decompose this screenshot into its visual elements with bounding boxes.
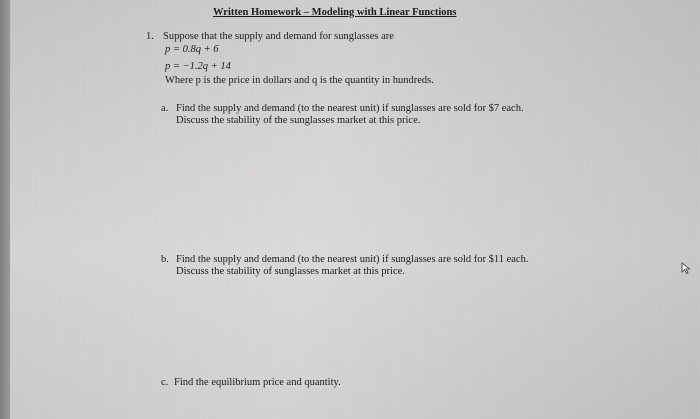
part-c-question: Find the equilibrium price and quantity.: [174, 377, 341, 388]
part-c-label: c.: [161, 377, 169, 388]
problem-intro: Suppose that the supply and demand for sunglasses are: [163, 31, 394, 42]
part-a-label: a.: [161, 103, 169, 114]
problem-number: 1.: [146, 31, 154, 42]
part-a-discussion: Discuss the stability of the sunglasses market at this price.: [176, 115, 421, 126]
part-b-discussion: Discuss the stability of sunglasses market at this price.: [176, 266, 405, 277]
homework-sheet: [10, 0, 700, 419]
part-a-question: Find the supply and demand (to the nearest unit) if sunglasses are sold for $7 each.: [176, 103, 524, 114]
part-b-label: b.: [161, 254, 169, 265]
worksheet-title: Written Homework – Modeling with Linear Functions: [213, 7, 457, 18]
variable-definition: Where p is the price in dollars and q is the quantity in hundreds.: [165, 75, 434, 86]
mouse-pointer-icon: [681, 262, 691, 274]
part-b-question: Find the supply and demand (to the nearest unit) if sunglasses are sold for $11 each.: [176, 254, 529, 265]
demand-equation: p = −1.2q + 14: [165, 61, 231, 72]
supply-equation: p = 0.8q + 6: [165, 44, 219, 55]
